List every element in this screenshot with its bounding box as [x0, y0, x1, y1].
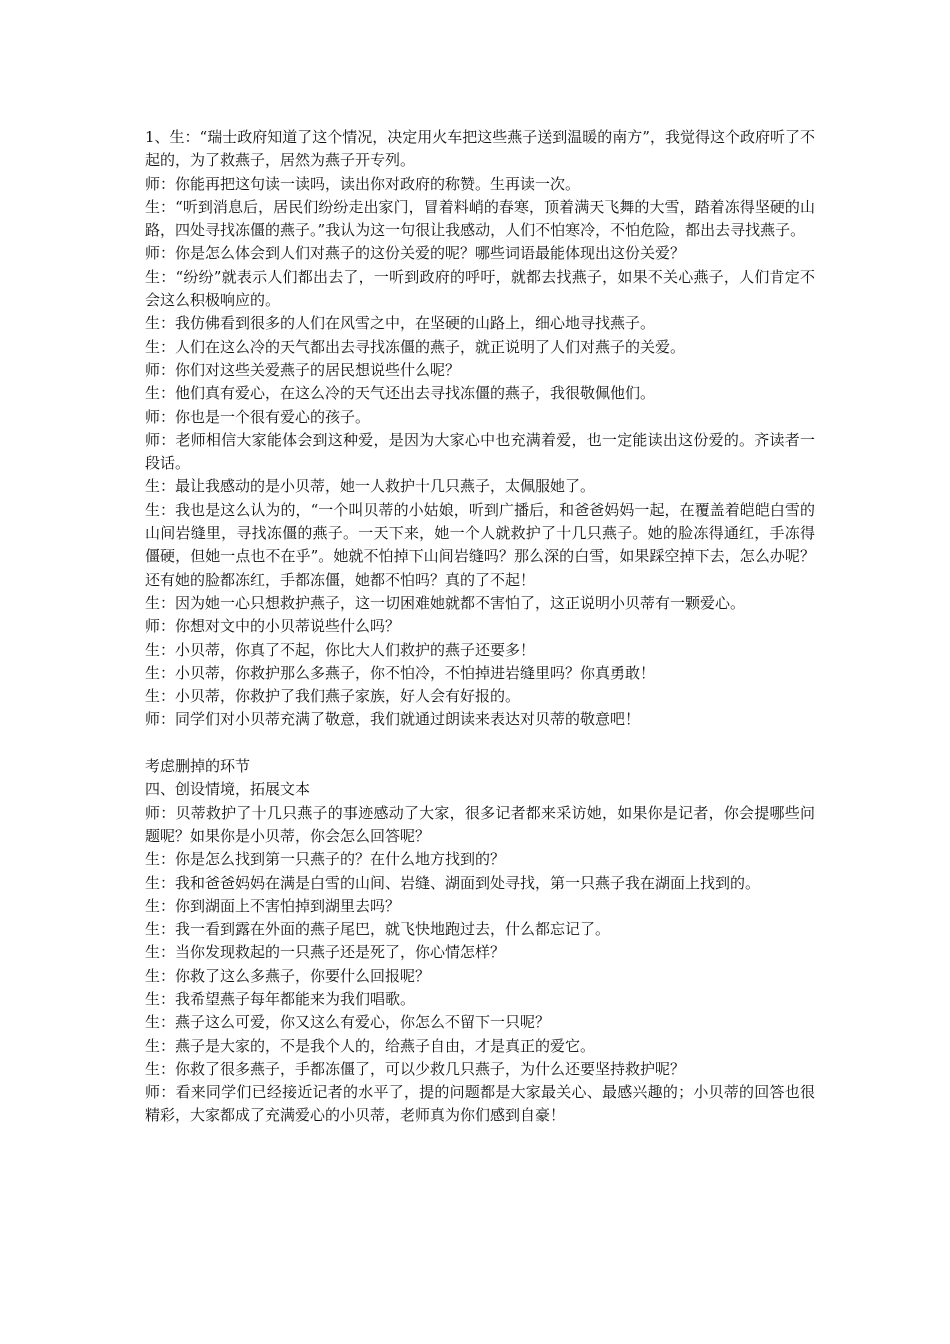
paragraph: 生：最让我感动的是小贝蒂，她一人救护十几只燕子，太佩服她了。 — [145, 477, 596, 496]
paragraph: 师：贝蒂救护了十几只燕子的事迹感动了大家，很多记者都来采访她，如果你是记者，你会提哪些问题呢？如果你是小贝蒂，你会怎么回答呢？ — [145, 803, 815, 845]
paragraph: 生：燕子是大家的，不是我个人的，给燕子自由，才是真正的爱它。 — [145, 1036, 596, 1055]
paragraph: 师：你也是一个很有爱心的孩子。 — [145, 407, 371, 426]
paragraph: 生：我仿佛看到很多的人们在风雪之中，在坚硬的山路上，细心地寻找燕子。 — [145, 314, 656, 333]
paragraph: 生：燕子这么可爱，你又这么有爱心，你怎么不留下一只呢？ — [145, 1013, 551, 1032]
paragraph: 生：小贝蒂，你救护了我们燕子家族，好人会有好报的。 — [145, 687, 521, 706]
paragraph: 1、生：“瑞士政府知道了这个情况，决定用火车把这些燕子送到温暖的南方”，我觉得这个政府听了不起的，为了救燕子，居然为燕子开专列。 — [145, 128, 815, 170]
paragraph: 生：他们真有爱心，在这么冷的天气还出去寻找冻僵的燕子，我很敬佩他们。 — [145, 384, 656, 403]
paragraph: 师：你能再把这句读一读吗，读出你对政府的称赞。生再读一次。 — [145, 174, 581, 193]
document-body — [145, 126, 815, 1128]
paragraph: 生：“听到消息后，居民们纷纷走出家门，冒着料峭的春寒，顶着满天飞舞的大雪，踏着冻得坚硬的山路，四处寻找冻僵的燕子。”我认为这一句很让我感动，人们不怕寒冷，不怕危险，都出去寻找燕子。 — [145, 197, 815, 240]
section-heading: 四、创设情境，拓展文本 — [145, 780, 311, 799]
paragraph: 生：小贝蒂，你救护那么多燕子，你不怕冷，不怕掉进岩缝里吗？你真勇敢！ — [145, 663, 656, 682]
paragraph: 师：你想对文中的小贝蒂说些什么吗？ — [145, 617, 401, 636]
section-note: 考虑删掉的环节 — [145, 757, 251, 776]
paragraph: 生：小贝蒂，你真了不起，你比大人们救护的燕子还要多！ — [145, 640, 536, 659]
paragraph: 师：你是怎么体会到人们对燕子的这份关爱的呢？哪些词语最能体现出这份关爱？ — [145, 244, 686, 263]
paragraph: 生：因为她一心只想救护燕子，这一切困难她就都不害怕了，这正说明小贝蒂有一颗爱心。 — [145, 593, 746, 612]
paragraph: 师：老师相信大家能体会到这种爱，是因为大家心中也充满着爱，也一定能读出这份爱的。齐读者一段话。 — [145, 430, 815, 473]
section-gap — [145, 732, 815, 755]
paragraph: 生：你救了这么多燕子，你要什么回报呢？ — [145, 966, 431, 985]
paragraph: 师：你们对这些关爱燕子的居民想说些什么呢？ — [145, 360, 461, 379]
paragraph: 生：“纷纷”就表示人们都出去了，一听到政府的呼吁，就都去找燕子，如果不关心燕子，人们肯定不会这么积极响应的。 — [145, 267, 815, 310]
paragraph: 生：我和爸爸妈妈在满是白雪的山间、岩缝、湖面到处寻找，第一只燕子我在湖面上找到的。 — [145, 873, 761, 892]
paragraph: 师：同学们对小贝蒂充满了敬意，我们就通过朗读来表达对贝蒂的敬意吧！ — [145, 710, 641, 729]
paragraph: 生：你救了很多燕子，手都冻僵了，可以少救几只燕子，为什么还要坚持救护呢？ — [145, 1059, 686, 1078]
paragraph: 生：当你发现救起的一只燕子还是死了，你心情怎样？ — [145, 943, 506, 962]
paragraph: 生：你到湖面上不害怕掉到湖里去吗？ — [145, 896, 401, 915]
paragraph: 生：你是怎么找到第一只燕子的？在什么地方找到的？ — [145, 850, 506, 869]
paragraph: 师：看来同学们已经接近记者的水平了，提的问题都是大家最关心、最感兴趣的；小贝蒂的回答也很精彩，大家都成了充满爱心的小贝蒂，老师真为你们感到自豪！ — [145, 1083, 815, 1125]
paragraph: 生：人们在这么冷的天气都出去寻找冻僵的燕子，就正说明了人们对燕子的关爱。 — [145, 337, 686, 356]
paragraph: 生：我一看到露在外面的燕子尾巴，就飞快地跑过去，什么都忘记了。 — [145, 920, 611, 939]
paragraph: 生：我也是这么认为的，“一个叫贝蒂的小姑娘，听到广播后，和爸爸妈妈一起，在覆盖着皑皑白雪的山间岩缝里，寻找冻僵的燕子。一天下来，她一个人就救护了十几只燕子。她的脸冻得通红，手冻得僵硬，但她一点也不在乎”。她就不怕掉下山间岩缝吗？那么深的白雪，如果踩空掉下去，怎么办呢？还有她的脸都冻红，手都冻僵，她都不怕吗？真的了不起！ — [145, 500, 815, 589]
paragraph: 生：我希望燕子每年都能来为我们唱歌。 — [145, 989, 416, 1008]
